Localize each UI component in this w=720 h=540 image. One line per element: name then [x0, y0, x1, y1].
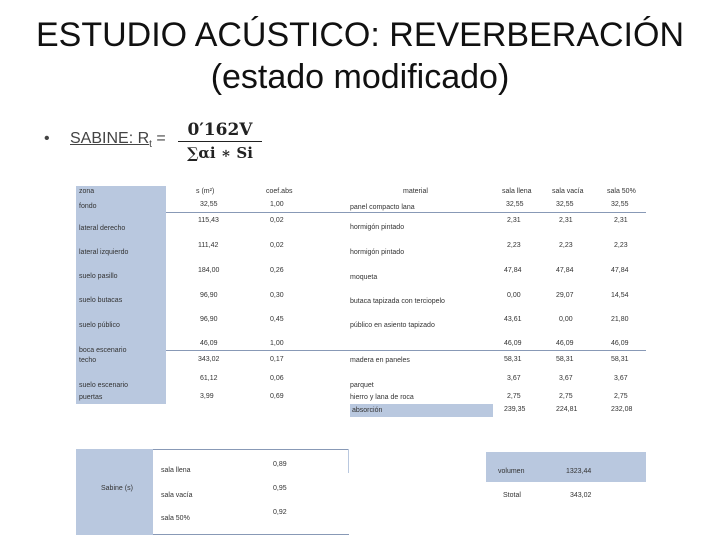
zona-column-shade: [76, 186, 166, 404]
table-rule: [166, 350, 646, 351]
vacia-cell: 29,07: [556, 292, 574, 299]
llena-cell: 46,09: [504, 340, 522, 347]
title-line-1: ESTUDIO ACÚSTICO: REVERBERACIÓN: [36, 16, 684, 54]
s-cell: 184,00: [198, 267, 220, 274]
material-cell: hormigón pintado: [350, 224, 405, 231]
coef-cell: 0,30: [270, 292, 284, 299]
slide-title: [0, 14, 720, 98]
vacia-cell: 2,23: [559, 242, 573, 249]
coef-cell: 0,02: [270, 217, 284, 224]
sabine-label: Sabine (s): [101, 485, 133, 492]
header-sala-vacia: sala vacía: [552, 188, 584, 195]
material-cell: público en asiento tapizado: [350, 322, 435, 329]
llena-cell: 43,61: [504, 316, 522, 323]
header-s: s (m²): [196, 188, 215, 195]
coef-cell: 0,45: [270, 316, 284, 323]
volumen-label: volumen: [498, 468, 525, 475]
result-value: 0,92: [273, 509, 287, 516]
coef-cell: 0,69: [270, 393, 284, 400]
bullet-dot: •: [44, 130, 50, 147]
zona-cell: puertas: [79, 394, 103, 401]
result-value: 0,95: [273, 485, 287, 492]
material-cell: hierro y lana de roca: [350, 394, 414, 401]
coef-cell: 1,00: [270, 201, 284, 208]
sabine-sub: t: [149, 139, 152, 151]
zona-cell: lateral derecho: [79, 225, 126, 232]
zona-cell: lateral izquierdo: [79, 249, 129, 256]
stotal-label: Stotal: [503, 492, 521, 499]
title-line-2: (estado modificado): [210, 58, 510, 96]
s-cell: 3,99: [200, 393, 214, 400]
results-border-top: [153, 449, 349, 450]
zona-cell: boca escenario: [79, 347, 127, 354]
absorcion-label: absorción: [352, 407, 383, 414]
vacia-cell: 46,09: [556, 340, 574, 347]
s-cell: 115,43: [198, 217, 219, 224]
mitad-cell: 32,55: [611, 201, 629, 208]
s-cell: 96,90: [200, 292, 218, 299]
sabine-text: SABINE: R: [70, 130, 150, 147]
mitad-cell: 2,31: [614, 217, 628, 224]
llena-cell: 32,55: [506, 201, 524, 208]
volumen-value: 1323,44: [566, 468, 592, 475]
absorcion-llena: 239,35: [504, 406, 526, 413]
s-cell: 46,09: [200, 340, 218, 347]
mitad-cell: 58,31: [611, 356, 629, 363]
stotal-value: 343,02: [570, 492, 592, 499]
mitad-cell: 21,80: [611, 316, 629, 323]
coef-cell: 0,06: [270, 375, 284, 382]
header-coef: coef.abs: [266, 188, 293, 195]
result-name: sala llena: [161, 467, 191, 474]
zona-cell: fondo: [79, 203, 97, 210]
sabine-label: [70, 130, 166, 150]
header-material: material: [403, 188, 428, 195]
vacia-cell: 3,67: [559, 375, 573, 382]
zona-cell: suelo pasillo: [79, 273, 118, 280]
results-border-bottom: [153, 534, 349, 535]
material-cell: panel compacto lana: [350, 204, 415, 211]
mitad-cell: 2,75: [614, 393, 628, 400]
s-cell: 61,12: [200, 375, 218, 382]
material-cell: hormigón pintado: [350, 249, 405, 256]
formula-numerator: 0′162V: [178, 120, 262, 142]
header-sala-llena: sala llena: [502, 188, 532, 195]
zona-cell: suelo escenario: [79, 382, 129, 389]
llena-cell: 58,31: [504, 356, 522, 363]
llena-cell: 2,23: [507, 242, 521, 249]
sabine-eq: =: [151, 130, 166, 147]
absorcion-vacia: 224,81: [556, 406, 578, 413]
sabine-formula: [178, 120, 262, 162]
vacia-cell: 32,55: [556, 201, 574, 208]
s-cell: 111,42: [198, 242, 219, 249]
mitad-cell: 47,84: [611, 267, 629, 274]
material-cell: moqueta: [350, 274, 378, 281]
absorcion-mitad: 232,08: [611, 406, 633, 413]
sabine-results: [76, 449, 356, 535]
llena-cell: 3,67: [507, 375, 521, 382]
s-cell: 96,90: [200, 316, 218, 323]
mitad-cell: 46,09: [611, 340, 629, 347]
zona-cell: suelo butacas: [79, 297, 123, 304]
vacia-cell: 58,31: [556, 356, 574, 363]
volume-box: [486, 452, 646, 512]
formula-denominator: ∑αi ∗ Si: [187, 144, 253, 162]
result-name: sala vacía: [161, 492, 193, 499]
coef-cell: 0,26: [270, 267, 284, 274]
table-rule: [166, 212, 646, 213]
vacia-cell: 2,75: [559, 393, 573, 400]
vacia-cell: 47,84: [556, 267, 574, 274]
llena-cell: 2,31: [507, 217, 521, 224]
s-cell: 343,02: [198, 356, 220, 363]
coef-cell: 1,00: [270, 340, 284, 347]
zona-cell: techo: [79, 357, 97, 364]
results-border-right: [348, 449, 349, 473]
mitad-cell: 3,67: [614, 375, 628, 382]
vacia-cell: 0,00: [559, 316, 573, 323]
coef-cell: 0,02: [270, 242, 284, 249]
coef-cell: 0,17: [270, 356, 284, 363]
material-cell: butaca tapizada con terciopelo: [350, 298, 445, 305]
zona-cell: suelo público: [79, 322, 120, 329]
result-name: sala 50%: [161, 515, 190, 522]
llena-cell: 47,84: [504, 267, 522, 274]
result-value: 0,89: [273, 461, 287, 468]
s-cell: 32,55: [200, 201, 218, 208]
header-sala-50: sala 50%: [607, 188, 636, 195]
mitad-cell: 2,23: [614, 242, 628, 249]
llena-cell: 2,75: [507, 393, 521, 400]
material-cell: parquet: [350, 382, 374, 389]
mitad-cell: 14,54: [611, 292, 629, 299]
header-zona: zona: [79, 188, 95, 195]
llena-cell: 0,00: [507, 292, 521, 299]
absorption-table: [76, 186, 647, 428]
vacia-cell: 2,31: [559, 217, 573, 224]
material-cell: madera en paneles: [350, 357, 410, 364]
